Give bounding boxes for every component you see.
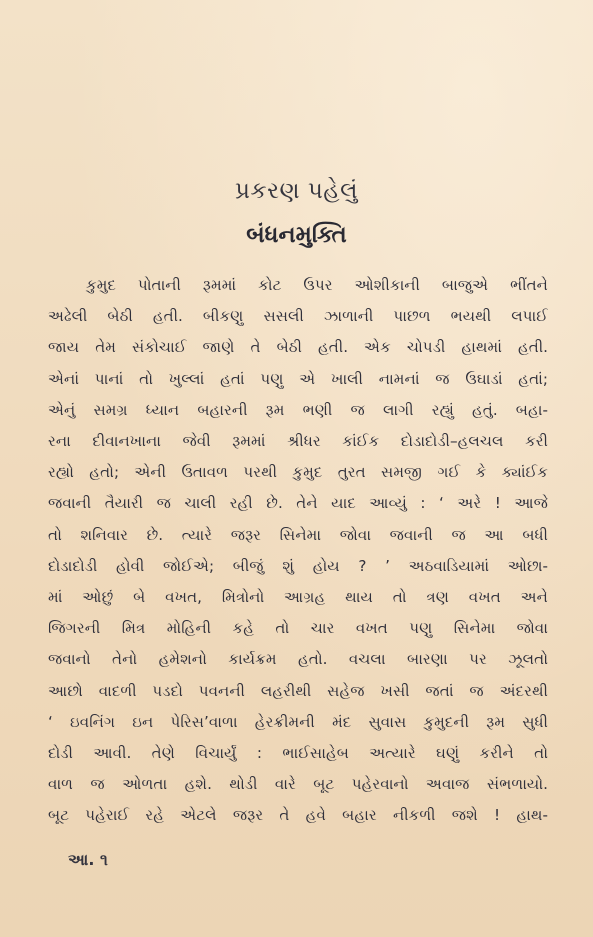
text-line: એનું સમગ્ર ધ્યાન બહારની રૂમ ભણી જ લાગી રહ્યું હતું. બહા- (48, 400, 548, 419)
text-line: જાય તેમ સંકોચાઈ જાણે તે બેઠી હતી. એક ચોપડી હાથમાં હતી. (48, 338, 548, 357)
text-line: રહ્યો હતો; એની ઉતાવળ પરથી કુમુદ તુરત સમજી ગઈ કે ક્યાંઈક (48, 463, 548, 482)
text-line: વાળ જ ઓળતા હશે. થોડી વારે બૂટ પહેરવાનો અવાજ સંભળાયો. (48, 775, 548, 794)
chapter-heading: પ્રકરણ પહેલું (234, 178, 359, 204)
text-line: ‘ ઇવનિંગ ઇન પેરિસ’વાળા હેરક્રીમની મંદ સુવાસ કુમુદની રૂમ સુધી (48, 712, 548, 731)
text-line: માં ઓછું બે વખત, મિત્રોનો આગ્રહ થાય તો ત્રણ વખત અને (48, 588, 548, 607)
text-line: રના દીવાનખાના જેવી રૂમમાં શ્રીધર કાંઈક દોડાદોડી–હલચલ કરી (48, 432, 548, 451)
text-line: જિગરની મિત્ર મોહિની કહે તો ચાર વખત પણુ સિનેમા જોવા (48, 619, 548, 638)
text-line: તો શનિવાર છે. ત્યારે જરૂર સિનેમા જોવા જવાની જ આ બધી (48, 525, 548, 544)
chapter-title: બંધનમુક્તિ (246, 222, 347, 248)
signature-mark: આ. ૧ (68, 850, 108, 869)
text-line: કુમુદ પોતાની રૂમમાં કોટ ઉપર ઓશીકાની બાજુએ ભીંતને (86, 276, 548, 294)
text-line: દોડી આવી. તેણે વિચાર્યું : ભાઈસાહેબ અત્યારે ઘણું કરીને તો (48, 744, 548, 763)
text-line: જવાનો તેનો હમેશનો કાર્યક્રમ હતો. વચલા બારણા પર ઝૂલતો (48, 650, 548, 669)
text-line: દોડાદોડી હોવી જોઈએ; બીજું શું હોય ? ’ અઠવાડિયામાં ઓછા- (48, 556, 548, 575)
text-line: બૂટ પહેરાઈ રહે એટલે જરૂર તે હવે બહાર નીકળી જશે ! હાથ- (48, 806, 548, 825)
body-text (48, 270, 548, 832)
text-line: જવાની તૈયારી જ ચાલી રહી છે. તેને યાદ આવ્યું : ‘ અરે ! આજે (48, 494, 548, 513)
text-line: અઢેલી બેઠી હતી. બીકણુ સસલી ઝાળાની પાછળ ભયથી લપાઈ (48, 307, 548, 326)
text-line: એનાં પાનાં તો ખુલ્લાં હતાં પણુ એ ખાલી નામનાં જ ઉઘાડાં હતાં; (48, 369, 548, 388)
text-line: આછો વાદળી પડદો પવનની લહરીથી સહેજ ખસી જતાં જ અંદરથી (48, 681, 548, 700)
